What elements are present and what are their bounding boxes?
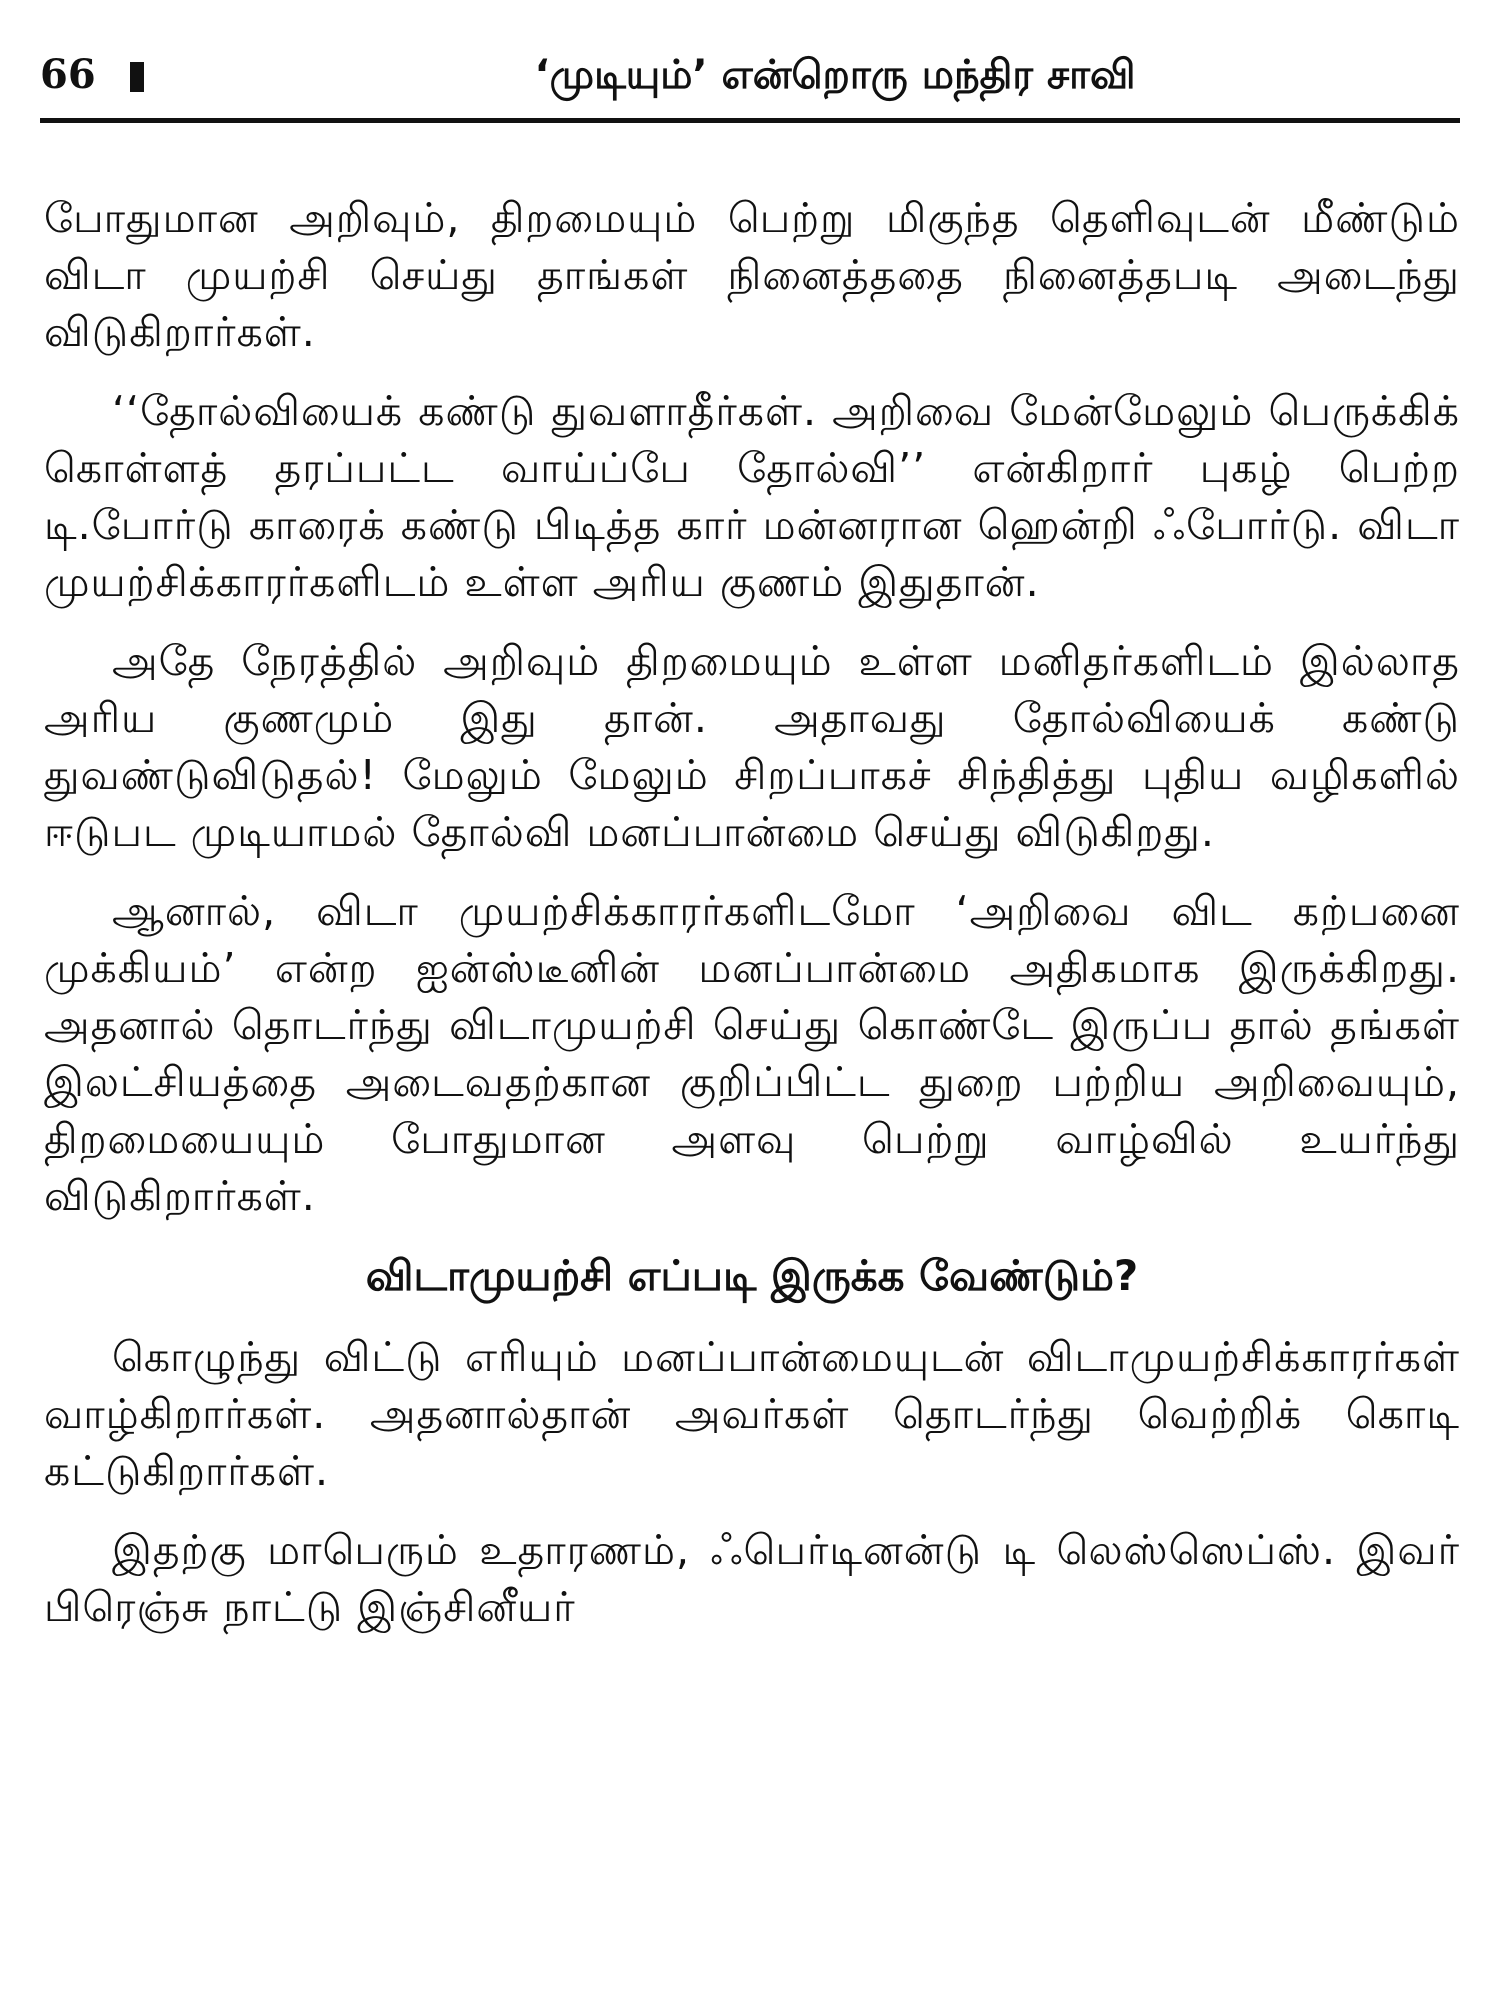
paragraph-ford-quote: ‘‘தோல்வியைக் கண்டு துவளாதீர்கள். அறிவை மேன்மேலும் பெருக்கிக் கொள்ளத் தரப்பட்ட வாய்ப்பே தோல்வி’’ என்கிறார் புகழ் பெற்ற டி.போர்டு காரைக் கண்டு பிடித்த கார் மன்னரான ஹென்றி ஃபோர்டு. விடா முயற்சிக்காரர்களிடம் உள்ள அரிய குணம் இதுதான். [44,387,1460,606]
paragraph-talent-weakness: அதே நேரத்தில் அறிவும் திறமையும் உள்ள மனிதர்களிடம் இல்லாத அரிய குணமும் இது தான். அதாவது தோல்வியைக் கண்டு துவண்டுவிடுதல்! மேலும் மேலும் சிறப்பாகச் சிந்தித்து புதிய வழிகளில் ஈடுபட முடியாமல் தோல்வி மனப்பான்மை செய்து விடுகிறது. [44,637,1460,856]
paragraph-burning-attitude: கொழுந்து விட்டு எரியும் மனப்பான்மையுடன் விடாமுயற்சிக்காரர்கள் வாழ்கிறார்கள். அதனால்தான் அவர்கள் தொடர்ந்து வெற்றிக் கொடி கட்டுகிறார்கள். [44,1333,1460,1495]
page-header [40,48,1460,123]
paragraph-einstein-imagination: ஆனால், விடா முயற்சிக்காரர்களிடமோ ‘அறிவை விட கற்பனை முக்கியம்’ என்ற ஐன்ஸ்டீனின் மனப்பான்மை அதிகமாக இருக்கிறது. அதனால் தொடர்ந்து விடாமுயற்சி செய்து கொண்டே இருப்ப தால் தங்கள் இலட்சியத்தை அடைவதற்கான குறிப்பிட்ட துறை பற்றிய அறிவையும், திறமையையும் போதுமான அளவு பெற்று வாழ்வில் உயர்ந்து விடுகிறார்கள். [44,887,1460,1220]
section-heading: விடாமுயற்சி எப்படி இருக்க வேண்டும்? [365,1251,1139,1300]
paragraph-lesseps-example: இதற்கு மாபெரும் உதாரணம், ஃபெர்டினன்டு டி லெஸ்ஸெப்ஸ். இவர் பிரெஞ்சு நாட்டு இஞ்சினீயர் [44,1526,1460,1631]
paragraph-continuation: போதுமான அறிவும், திறமையும் பெற்று மிகுந்த தெளிவுடன் மீண்டும் விடா முயற்சி செய்து தாங்கள் நினைத்ததை நினைத்தபடி அடைந்து விடுகிறார்கள். [44,194,1460,356]
page-number: 66 [40,51,96,98]
body-text [44,190,1460,1658]
page-marker-bar [130,62,144,92]
running-title: ‘முடியும்’ என்றொரு மந்திர சாவி [534,52,1136,98]
